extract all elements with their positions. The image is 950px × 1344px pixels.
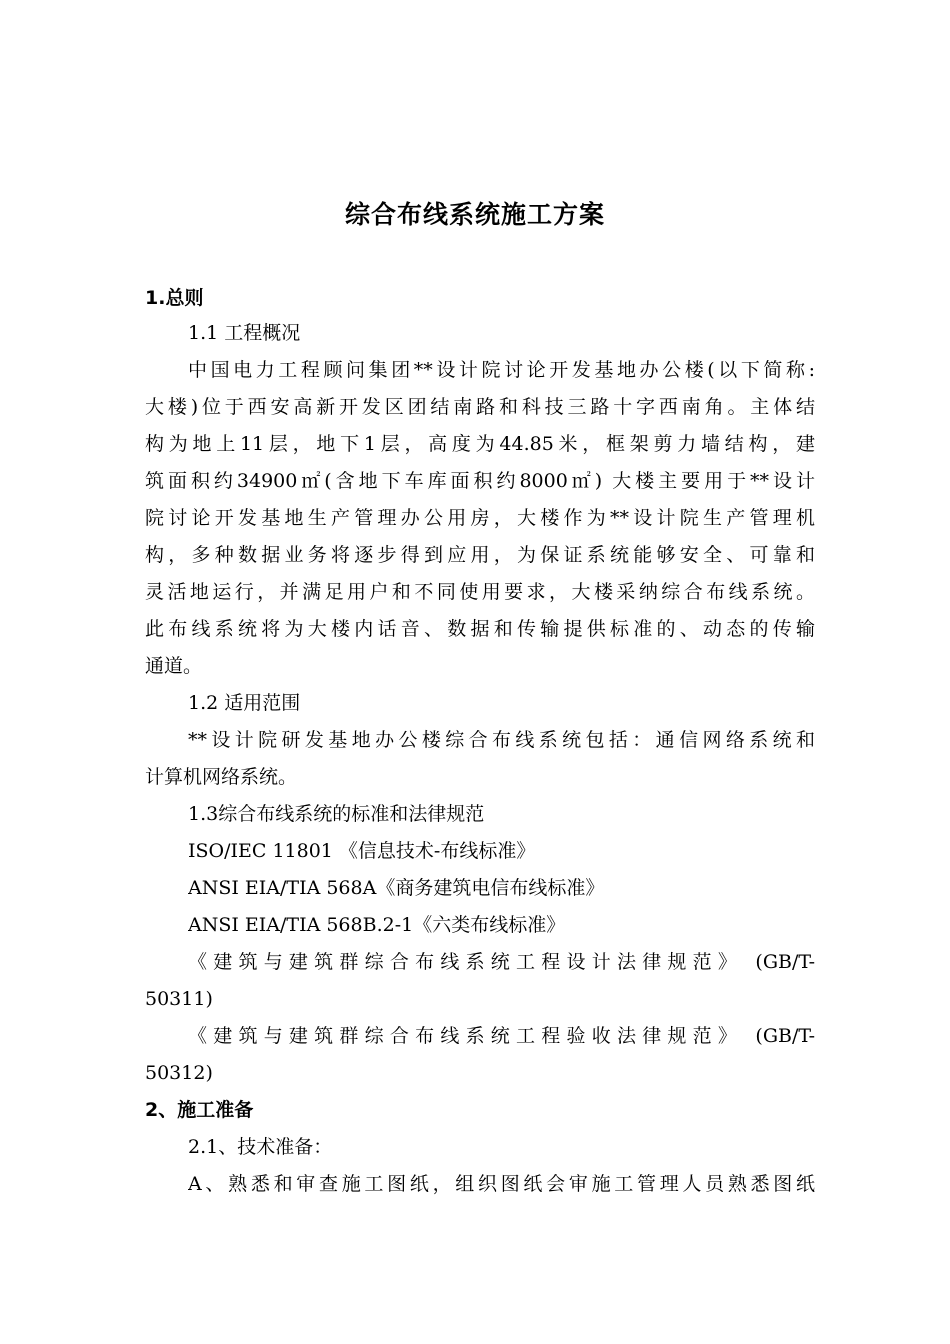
paragraph-line: 筑面积约34900㎡(含地下车库面积约8000㎡) 大楼主要用于**设计 [145,470,815,492]
subsection-heading-project-overview: 1.1 工程概况 [188,322,301,344]
paragraph-line: A、熟悉和审查施工图纸，组织图纸会审施工管理人员熟悉图纸 [188,1173,815,1195]
paragraph-line: 中国电力工程顾问集团**设计院讨论开发基地办公楼(以下简称: [188,359,815,381]
paragraph-line: 构为地上11层，地下1层，高度为44.85米，框架剪力墙结构，建 [145,433,815,455]
standard-item: 《建筑与建筑群综合布线系统工程验收法律规范》 (GB/T- [188,1025,815,1047]
paragraph-line: 构，多种数据业务将逐步得到应用，为保证系统能够安全、可靠和 [145,544,815,566]
standard-item: ANSI EIA/TIA 568A《商务建筑电信布线标准》 [188,877,605,899]
subsection-heading-standards: 1.3综合布线系统的标准和法律规范 [188,803,485,825]
paragraph-line: 通道。 [145,655,203,677]
standard-item: 《建筑与建筑群综合布线系统工程设计法律规范》 (GB/T- [188,951,815,973]
standard-item-continued: 50312) [145,1062,213,1084]
subsection-heading-scope: 1.2 适用范围 [188,692,301,714]
paragraph-line: 院讨论开发基地生产管理办公用房，大楼作为**设计院生产管理机 [145,507,815,529]
paragraph-line: 灵活地运行，并满足用户和不同使用要求，大楼采纳综合布线系统。 [145,581,815,603]
document-title: 综合布线系统施工方案 [344,200,605,229]
paragraph-line: **设计院研发基地办公楼综合布线系统包括：通信网络系统和 [188,729,815,751]
standard-item-continued: 50311) [145,988,213,1010]
section-heading-construction-prep: 2、施工准备 [145,1099,254,1121]
standard-item: ANSI EIA/TIA 568B.2-1《六类布线标准》 [188,914,566,936]
paragraph-line: 此布线系统将为大楼内话音、数据和传输提供标准的、动态的传输 [145,618,815,640]
paragraph-line: 大楼)位于西安高新开发区团结南路和科技三路十字西南角。主体结 [145,396,815,418]
section-heading-general: 1.总则 [145,287,204,309]
standard-item: ISO/IEC 11801 《信息技术-布线标准》 [188,840,536,862]
paragraph-line: 计算机网络系统。 [145,766,298,788]
subsection-heading-technical-prep: 2.1、技术准备： [188,1136,333,1158]
